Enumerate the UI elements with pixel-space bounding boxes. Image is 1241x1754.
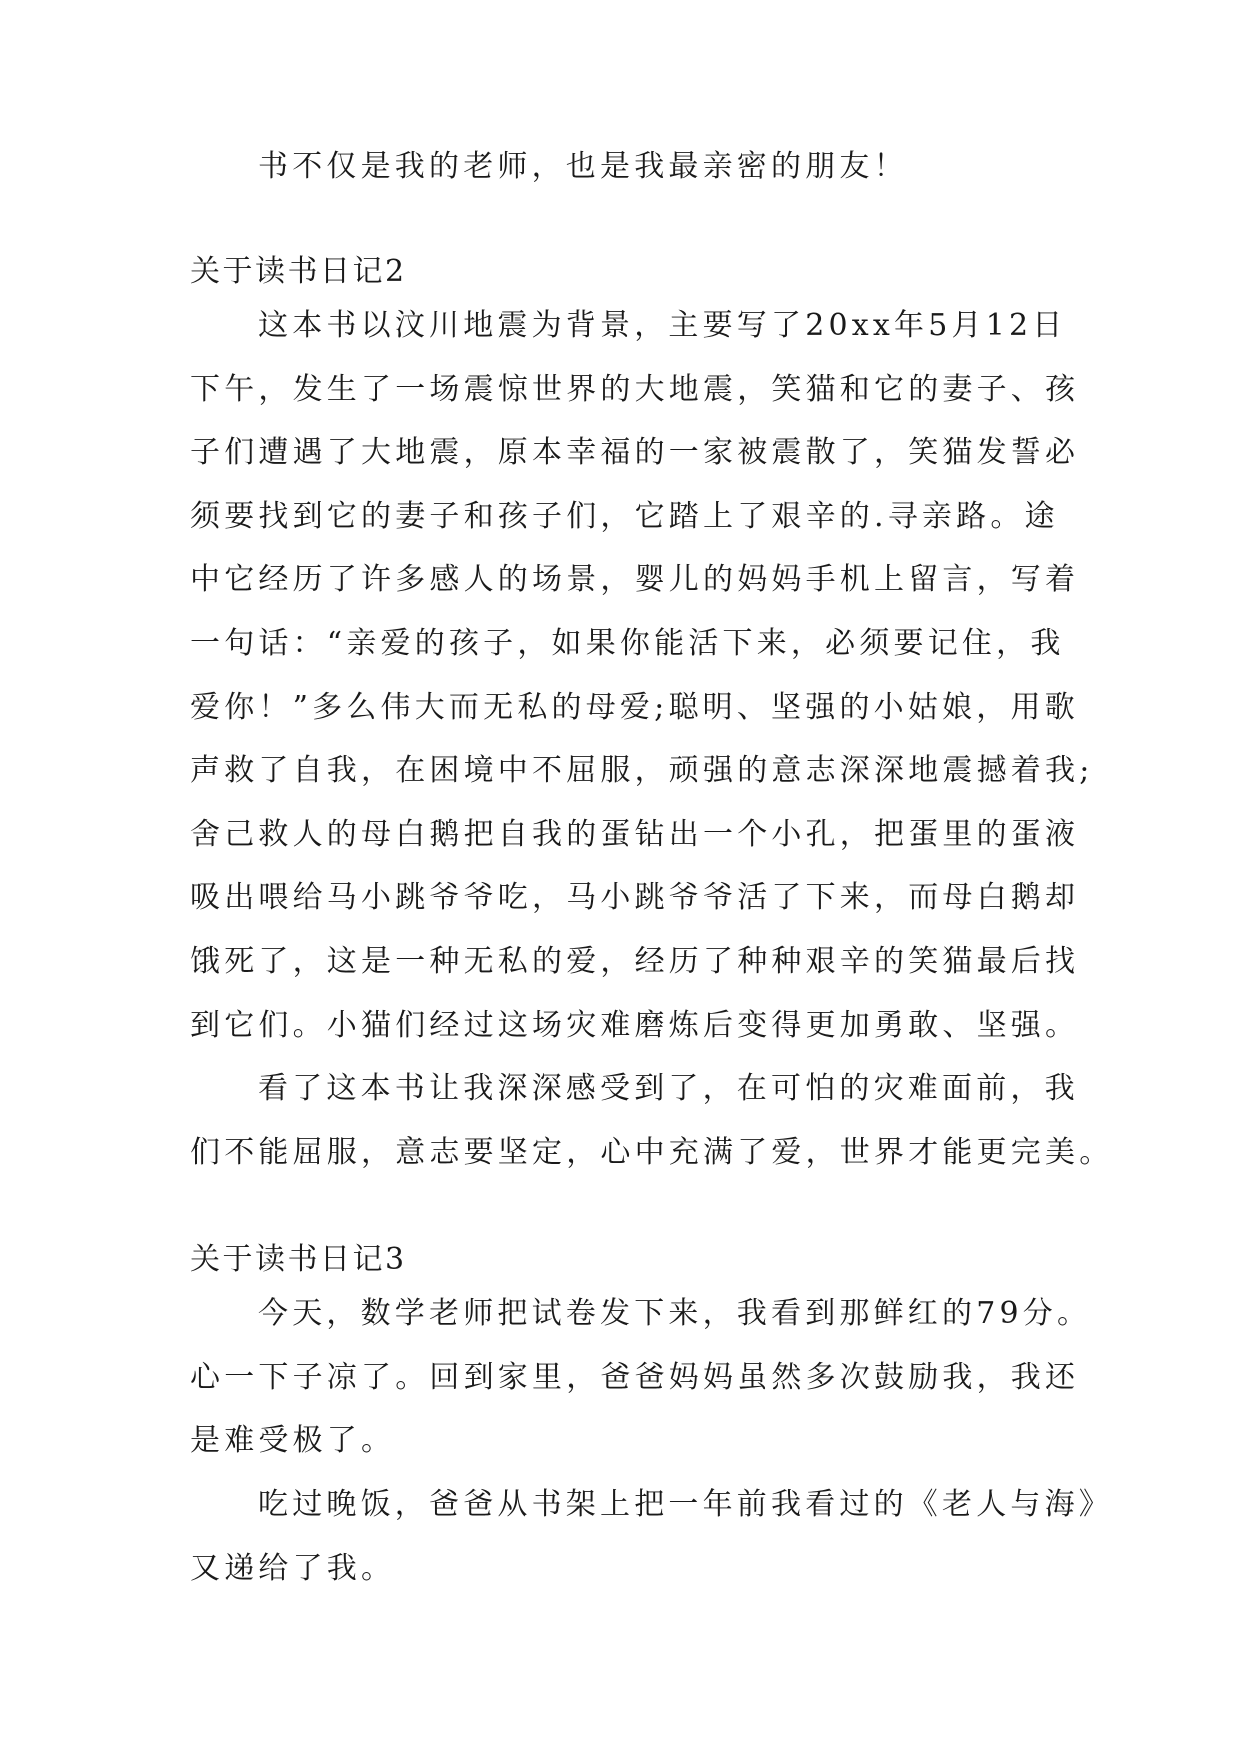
paragraph-line: 中它经历了许多感人的场景，婴儿的妈妈手机上留言，写着 bbox=[190, 562, 1080, 598]
paragraph-line: 饿死了，这是一种无私的爱，经历了种种艰辛的笑猫最后找 bbox=[190, 943, 1080, 979]
paragraph-line: 爱你！”多么伟大而无私的母爱;聪明、坚强的小姑娘，用歌 bbox=[190, 689, 1079, 725]
paragraph-line: 书不仅是我的老师，也是我最亲密的朋友！ bbox=[258, 149, 908, 184]
paragraph-line: 须要找到它的妻子和孩子们，它踏上了艰辛的.寻亲路。途 bbox=[190, 498, 1059, 534]
paragraph-line: 到它们。小猫们经过这场灾难磨炼后变得更加勇敢、坚强。 bbox=[190, 1007, 1080, 1043]
section-2-paragraph-2 bbox=[190, 1057, 1114, 1184]
opening-paragraph bbox=[190, 135, 1058, 199]
section-2-paragraph-1 bbox=[190, 294, 1094, 1057]
section-heading-3: 关于读书日记3 bbox=[190, 1242, 407, 1277]
paragraph-line: 这本书以汶川地震为背景，主要写了20xx年5月12日 bbox=[258, 308, 1067, 343]
paragraph-line: 心一下子凉了。回到家里，爸爸妈妈虽然多次鼓励我，我还 bbox=[190, 1359, 1080, 1395]
paragraph-line: 今天，数学老师把试卷发下来，我看到那鲜红的79分。 bbox=[258, 1296, 1092, 1331]
paragraph-line: 子们遭遇了大地震，原本幸福的一家被震散了，笑猫发誓必 bbox=[190, 435, 1080, 471]
section-heading-2: 关于读书日记2 bbox=[190, 254, 407, 289]
paragraph-line: 看了这本书让我深深感受到了，在可怕的灾难面前，我 bbox=[258, 1071, 1079, 1106]
paragraph-line: 们不能屈服，意志要坚定，心中充满了爱，世界才能更完美。 bbox=[190, 1134, 1114, 1170]
paragraph-line: 下午，发生了一场震惊世界的大地震，笑猫和它的妻子、孩 bbox=[190, 371, 1080, 407]
paragraph-line: 吸出喂给马小跳爷爷吃，马小跳爷爷活了下来，而母白鹅却 bbox=[190, 880, 1080, 916]
paragraph-line: 一句话：“亲爱的孩子，如果你能活下来，必须要记住，我 bbox=[190, 625, 1065, 661]
section-3-paragraph-1 bbox=[190, 1282, 1092, 1473]
paragraph-line: 是难受极了。 bbox=[190, 1423, 396, 1459]
paragraph-line: 吃过晚饭，爸爸从书架上把一年前我看过的《老人与海》 bbox=[258, 1487, 1113, 1522]
paragraph-line: 舍己救人的母白鹅把自我的蛋钻出一个小孔，把蛋里的蛋液 bbox=[190, 816, 1080, 852]
paragraph-line: 又递给了我。 bbox=[190, 1550, 396, 1586]
paragraph-line: 声救了自我，在困境中不屈服，顽强的意志深深地震撼着我; bbox=[190, 753, 1094, 789]
section-3-paragraph-2 bbox=[190, 1473, 1113, 1600]
